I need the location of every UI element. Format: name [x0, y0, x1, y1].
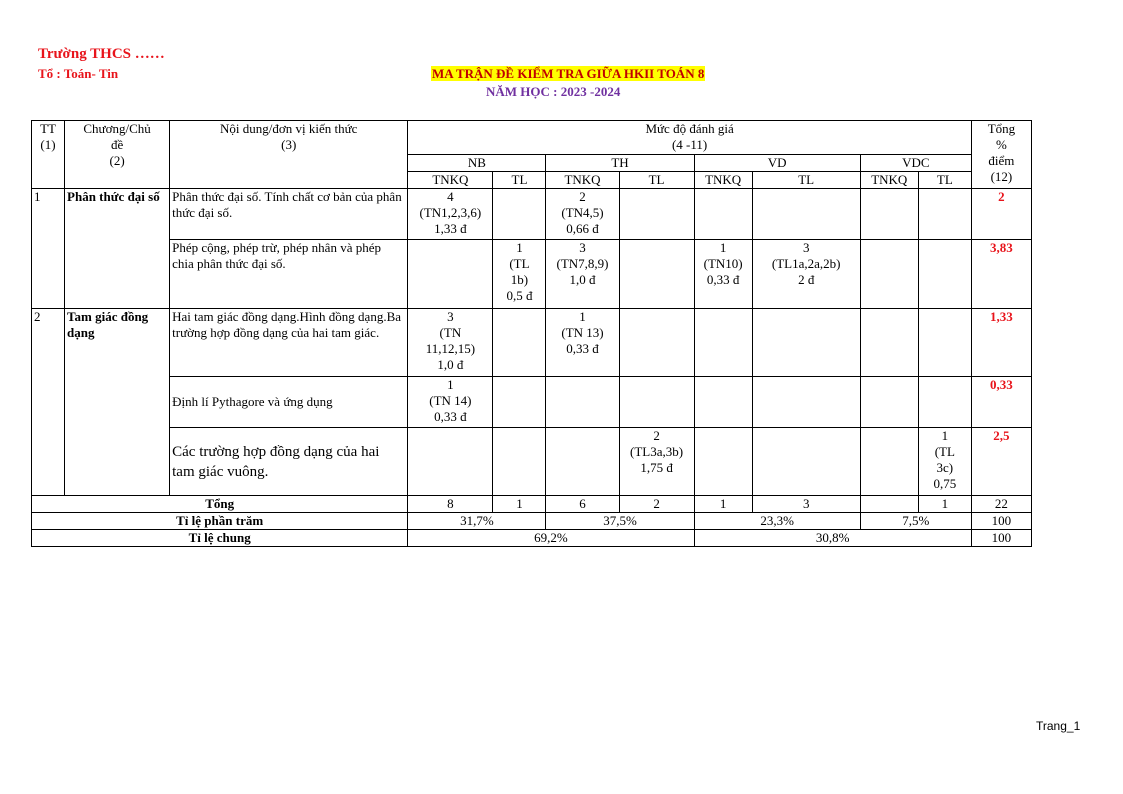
- summary-total-value: 22: [971, 496, 1031, 513]
- table-row: [32, 309, 1032, 377]
- cell-th-tnkq: [546, 377, 619, 428]
- cell-th-tl: [619, 377, 694, 428]
- row-total: 0,33: [971, 377, 1031, 428]
- cell-nb-tnkq: 3 (TN 11,12,15) 1,0 đ: [408, 309, 493, 377]
- cell-nb-tl: [493, 377, 546, 428]
- summary-overall-label: Tỉ lệ chung: [32, 530, 408, 547]
- cell-vd-tl: [752, 428, 860, 496]
- summary-row-total: [32, 496, 1032, 513]
- cell-vdc-tl: [918, 240, 971, 309]
- cell-th-tl: 2 (TL3a,3b) 1,75 đ: [619, 428, 694, 496]
- table-row: [32, 377, 1032, 428]
- header-total: Tổng % điểm (12): [971, 121, 1031, 189]
- table-row: [32, 189, 1032, 240]
- summary-percent-vdc: 7,5%: [860, 513, 971, 530]
- summary-total-cell: 8: [408, 496, 493, 513]
- summary-percent-label: Tỉ lệ phần trăm: [32, 513, 408, 530]
- row-content: Định lí Pythagore và ứng dụng: [170, 377, 408, 428]
- summary-percent-th: 37,5%: [546, 513, 694, 530]
- document-title: MA TRẬN ĐỀ KIỂM TRA GIỮA HKII TOÁN 8: [432, 66, 705, 81]
- cell-vd-tl: [752, 377, 860, 428]
- row-chapter: Phân thức đại số: [65, 189, 170, 309]
- cell-th-tl: [619, 309, 694, 377]
- summary-row-overall: [32, 530, 1032, 547]
- summary-total-cell: 1: [918, 496, 971, 513]
- cell-vd-tnkq: [694, 189, 752, 240]
- cell-nb-tnkq: [408, 240, 493, 309]
- summary-percent-total: 100: [971, 513, 1031, 530]
- header-vdc: VDC: [860, 155, 971, 172]
- row-total: 2: [971, 189, 1031, 240]
- header-tnkq: TNKQ: [546, 172, 619, 189]
- header-tnkq: TNKQ: [694, 172, 752, 189]
- summary-total-cell: [860, 496, 918, 513]
- cell-th-tl: [619, 240, 694, 309]
- row-total: 2,5: [971, 428, 1031, 496]
- table-row: [32, 240, 1032, 309]
- header-tnkq: TNKQ: [408, 172, 493, 189]
- summary-percent-nb: 31,7%: [408, 513, 546, 530]
- summary-overall-nb-th: 69,2%: [408, 530, 694, 547]
- header-nb: NB: [408, 155, 546, 172]
- cell-vd-tnkq: [694, 309, 752, 377]
- cell-vd-tnkq: [694, 428, 752, 496]
- summary-total-cell: 2: [619, 496, 694, 513]
- header-levels: Mức độ đánh giá (4 -11): [408, 121, 972, 155]
- department-name: Tổ : Toán- Tin: [38, 66, 119, 81]
- cell-vdc-tnkq: [860, 309, 918, 377]
- cell-vdc-tnkq: [860, 377, 918, 428]
- summary-total-cell: 1: [694, 496, 752, 513]
- cell-vdc-tl: 1 (TL 3c) 0,75: [918, 428, 971, 496]
- row-total: 3,83: [971, 240, 1031, 309]
- page-number: Trang_1: [1036, 719, 1081, 733]
- row-chapter: Tam giác đồng dạng: [65, 309, 170, 496]
- row-total: 1,33: [971, 309, 1031, 377]
- cell-nb-tnkq: [408, 428, 493, 496]
- cell-vd-tl: 3 (TL1a,2a,2b) 2 đ: [752, 240, 860, 309]
- header-tl: TL: [918, 172, 971, 189]
- header-tl: TL: [752, 172, 860, 189]
- row-content: Hai tam giác đồng dạng.Hình đồng dạng.Ba trường hợp đồng dạng của hai tam giác.: [170, 309, 408, 377]
- cell-nb-tnkq: 4 (TN1,2,3,6) 1,33 đ: [408, 189, 493, 240]
- cell-vdc-tnkq: [860, 189, 918, 240]
- cell-vdc-tnkq: [860, 428, 918, 496]
- row-content: Các trường hợp đồng dạng của hai tam giác vuông.: [170, 428, 408, 496]
- summary-total-cell: 6: [546, 496, 619, 513]
- header-vd: VD: [694, 155, 860, 172]
- assessment-matrix-table: [31, 120, 1032, 547]
- row-content: Phép cộng, phép trừ, phép nhân và phép chia phân thức đại số.: [170, 240, 408, 309]
- cell-th-tnkq: 3 (TN7,8,9) 1,0 đ: [546, 240, 619, 309]
- cell-vdc-tl: [918, 189, 971, 240]
- cell-vdc-tnkq: [860, 240, 918, 309]
- cell-th-tl: [619, 189, 694, 240]
- table-row: [32, 428, 1032, 496]
- cell-vdc-tl: [918, 309, 971, 377]
- header-tt: TT (1): [32, 121, 65, 189]
- cell-th-tnkq: 1 (TN 13) 0,33 đ: [546, 309, 619, 377]
- summary-total-cell: 3: [752, 496, 860, 513]
- row-tt: 2: [32, 309, 65, 496]
- header-content: Nội dung/đơn vị kiến thức (3): [170, 121, 408, 189]
- header-row-levels: [32, 121, 1032, 155]
- header-tl: TL: [493, 172, 546, 189]
- summary-total-label: Tổng: [32, 496, 408, 513]
- cell-nb-tl: [493, 428, 546, 496]
- cell-vd-tl: [752, 189, 860, 240]
- cell-nb-tnkq: 1 (TN 14) 0,33 đ: [408, 377, 493, 428]
- summary-row-percent: [32, 513, 1032, 530]
- header-th: TH: [546, 155, 694, 172]
- row-tt: 1: [32, 189, 65, 309]
- cell-vdc-tl: [918, 377, 971, 428]
- row-content: Phân thức đại số. Tính chất cơ bản của phân thức đại số.: [170, 189, 408, 240]
- cell-th-tnkq: 2 (TN4,5) 0,66 đ: [546, 189, 619, 240]
- school-name: Trường THCS ……: [38, 46, 165, 62]
- summary-total-cell: 1: [493, 496, 546, 513]
- summary-percent-vd: 23,3%: [694, 513, 860, 530]
- summary-overall-vd-vdc: 30,8%: [694, 530, 971, 547]
- cell-th-tnkq: [546, 428, 619, 496]
- cell-nb-tl: 1 (TL 1b) 0,5 đ: [493, 240, 546, 309]
- cell-vd-tnkq: 1 (TN10) 0,33 đ: [694, 240, 752, 309]
- cell-vd-tnkq: [694, 377, 752, 428]
- cell-vd-tl: [752, 309, 860, 377]
- header-tl: TL: [619, 172, 694, 189]
- cell-nb-tl: [493, 309, 546, 377]
- header-chapter: Chương/Chủ đề (2): [65, 121, 170, 189]
- summary-overall-total: 100: [971, 530, 1031, 547]
- header-tnkq: TNKQ: [860, 172, 918, 189]
- cell-nb-tl: [493, 189, 546, 240]
- school-year: NĂM HỌC : 2023 -2024: [486, 84, 621, 99]
